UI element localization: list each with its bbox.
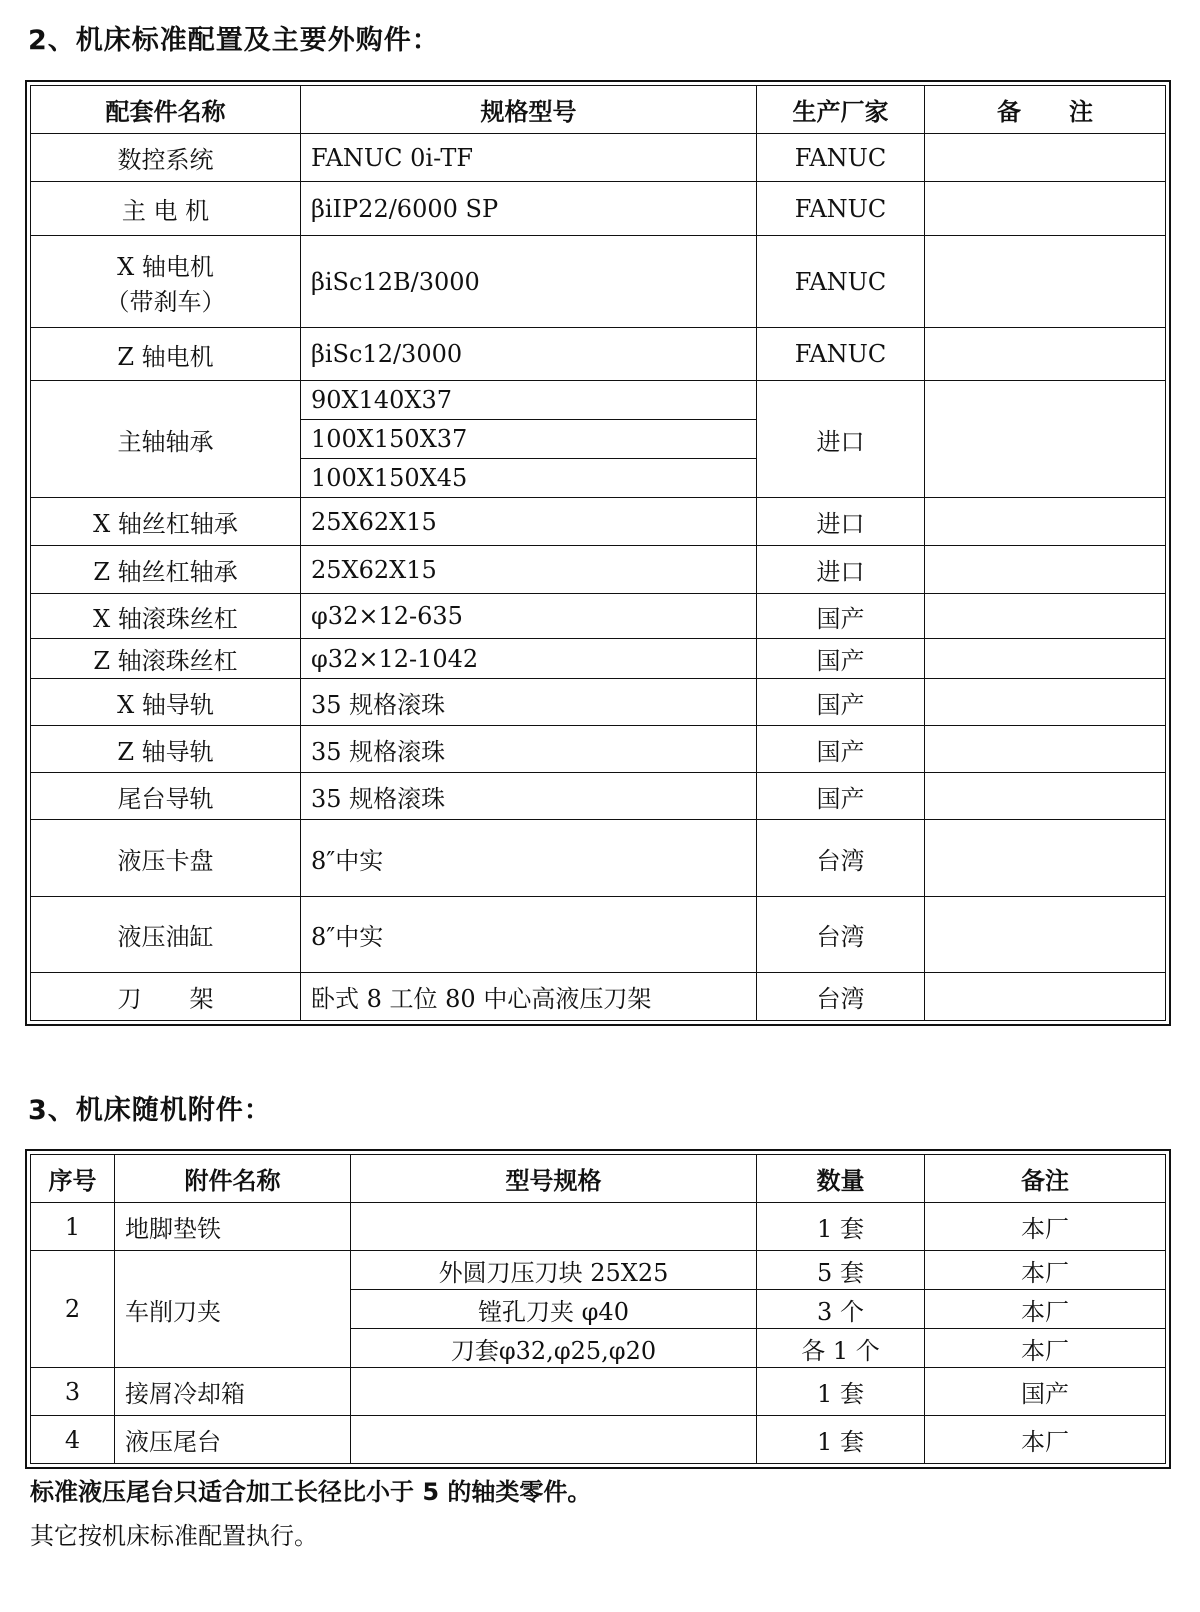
table-row xyxy=(31,897,1166,973)
part-name: Z 轴丝杠轴承 xyxy=(31,546,301,594)
part-remark xyxy=(925,182,1166,236)
part-remark xyxy=(925,381,1166,498)
accessory-remark: 本厂 xyxy=(925,1203,1166,1251)
part-remark xyxy=(925,546,1166,594)
header-accessory-name: 附件名称 xyxy=(115,1155,351,1203)
accessory-name: 液压尾台 xyxy=(115,1416,351,1464)
part-name-note: （带刹车） xyxy=(105,287,226,316)
header-remark: 备注 xyxy=(925,1155,1166,1203)
accessory-table-frame xyxy=(25,1149,1171,1469)
table-row xyxy=(31,1251,1166,1290)
standard-config-note: 其它按机床标准配置执行。 xyxy=(30,1522,318,1550)
part-name-cell xyxy=(31,236,301,328)
table-row xyxy=(31,1203,1166,1251)
config-table xyxy=(30,85,1166,1021)
table-row xyxy=(31,134,1166,182)
config-table-frame xyxy=(25,80,1171,1026)
accessory-remark: 本厂 xyxy=(925,1251,1166,1290)
part-remark xyxy=(925,328,1166,381)
part-name: X 轴导轨 xyxy=(31,679,301,726)
header-spec: 规格型号 xyxy=(301,86,757,134)
part-spec: 25X62X15 xyxy=(301,498,757,546)
part-name: 数控系统 xyxy=(31,134,301,182)
part-name: X 轴电机 xyxy=(117,252,214,281)
part-name: X 轴滚珠丝杠 xyxy=(31,594,301,639)
accessory-quantity: 3 个 xyxy=(757,1290,925,1329)
part-name: Z 轴电机 xyxy=(31,328,301,381)
table-row xyxy=(31,726,1166,773)
part-spec: 35 规格滚珠 xyxy=(301,773,757,820)
part-maker: 国产 xyxy=(757,594,925,639)
table-row xyxy=(31,1368,1166,1416)
accessory-spec: 镗孔刀夹 φ40 xyxy=(351,1290,757,1329)
part-remark xyxy=(925,726,1166,773)
tailstock-note: 标准液压尾台只适合加工长径比小于 5 的轴类零件。 xyxy=(30,1478,592,1506)
table-row xyxy=(31,1416,1166,1464)
part-spec: φ32×12-1042 xyxy=(301,639,757,679)
part-maker: 国产 xyxy=(757,726,925,773)
accessory-remark: 本厂 xyxy=(925,1290,1166,1329)
table-row xyxy=(31,594,1166,639)
section2-title: 2、机床标准配置及主要外购件： xyxy=(28,25,440,56)
table-row xyxy=(31,182,1166,236)
accessory-quantity: 1 套 xyxy=(757,1368,925,1416)
part-spec: 8″中实 xyxy=(301,897,757,973)
part-spec-list xyxy=(301,381,757,498)
accessory-quantity: 1 套 xyxy=(757,1203,925,1251)
part-maker: 台湾 xyxy=(757,820,925,897)
part-spec: 35 规格滚珠 xyxy=(301,679,757,726)
header-remark: 备 注 xyxy=(925,86,1166,134)
table-row xyxy=(31,639,1166,679)
part-spec: FANUC 0i-TF xyxy=(301,134,757,182)
part-remark xyxy=(925,773,1166,820)
part-name: 主轴轴承 xyxy=(31,381,301,498)
part-spec: βiSc12/3000 xyxy=(301,328,757,381)
part-name: 主 电 机 xyxy=(31,182,301,236)
table-row xyxy=(31,820,1166,897)
accessory-quantity: 5 套 xyxy=(757,1251,925,1290)
section3-title: 3、机床随机附件： xyxy=(28,1095,272,1126)
part-name: 液压油缸 xyxy=(31,897,301,973)
accessory-spec: 刀套φ32,φ25,φ20 xyxy=(351,1329,757,1368)
part-spec: 卧式 8 工位 80 中心高液压刀架 xyxy=(301,973,757,1021)
part-maker: 进口 xyxy=(757,381,925,498)
table-row xyxy=(31,773,1166,820)
accessory-remark: 本厂 xyxy=(925,1329,1166,1368)
header-model-spec: 型号规格 xyxy=(351,1155,757,1203)
accessory-quantity: 1 套 xyxy=(757,1416,925,1464)
part-name: X 轴丝杠轴承 xyxy=(31,498,301,546)
accessory-header-row xyxy=(31,1155,1166,1203)
accessory-name: 车削刀夹 xyxy=(115,1251,351,1368)
table-row xyxy=(31,381,1166,498)
accessory-table xyxy=(30,1154,1166,1464)
part-remark xyxy=(925,897,1166,973)
part-name: 刀 架 xyxy=(31,973,301,1021)
accessory-name: 地脚垫铁 xyxy=(115,1203,351,1251)
accessory-spec: 外圆刀压刀块 25X25 xyxy=(351,1251,757,1290)
part-maker: FANUC xyxy=(757,328,925,381)
accessory-spec xyxy=(351,1416,757,1464)
table-row xyxy=(31,236,1166,328)
part-spec: 90X140X37 xyxy=(301,381,756,420)
row-number: 1 xyxy=(31,1203,115,1251)
header-quantity: 数量 xyxy=(757,1155,925,1203)
accessory-remark: 国产 xyxy=(925,1368,1166,1416)
part-remark xyxy=(925,236,1166,328)
accessory-remark: 本厂 xyxy=(925,1416,1166,1464)
part-remark xyxy=(925,134,1166,182)
part-maker: FANUC xyxy=(757,182,925,236)
header-maker: 生产厂家 xyxy=(757,86,925,134)
accessory-quantity: 各 1 个 xyxy=(757,1329,925,1368)
part-maker: 国产 xyxy=(757,639,925,679)
part-name: 尾台导轨 xyxy=(31,773,301,820)
part-spec: φ32×12-635 xyxy=(301,594,757,639)
part-spec: βiIP22/6000 SP xyxy=(301,182,757,236)
part-maker: 国产 xyxy=(757,773,925,820)
table-row xyxy=(31,546,1166,594)
row-number: 3 xyxy=(31,1368,115,1416)
table-row xyxy=(31,328,1166,381)
part-spec: βiSc12B/3000 xyxy=(301,236,757,328)
part-remark xyxy=(925,639,1166,679)
part-spec: 100X150X37 xyxy=(301,420,756,459)
part-spec: 25X62X15 xyxy=(301,546,757,594)
accessory-name: 接屑冷却箱 xyxy=(115,1368,351,1416)
part-name: Z 轴导轨 xyxy=(31,726,301,773)
part-maker: 台湾 xyxy=(757,897,925,973)
accessory-spec xyxy=(351,1203,757,1251)
part-maker: 台湾 xyxy=(757,973,925,1021)
table-row xyxy=(31,973,1166,1021)
row-number: 2 xyxy=(31,1251,115,1368)
part-maker: FANUC xyxy=(757,236,925,328)
header-number: 序号 xyxy=(31,1155,115,1203)
part-remark xyxy=(925,679,1166,726)
part-spec: 8″中实 xyxy=(301,820,757,897)
row-number: 4 xyxy=(31,1416,115,1464)
part-remark xyxy=(925,498,1166,546)
part-name: 液压卡盘 xyxy=(31,820,301,897)
part-remark xyxy=(925,820,1166,897)
part-remark xyxy=(925,594,1166,639)
part-maker: 进口 xyxy=(757,546,925,594)
part-maker: FANUC xyxy=(757,134,925,182)
part-remark xyxy=(925,973,1166,1021)
table-row xyxy=(31,498,1166,546)
table-row xyxy=(31,679,1166,726)
part-maker: 进口 xyxy=(757,498,925,546)
part-spec: 35 规格滚珠 xyxy=(301,726,757,773)
accessory-spec xyxy=(351,1368,757,1416)
part-maker: 国产 xyxy=(757,679,925,726)
part-name: Z 轴滚珠丝杠 xyxy=(31,639,301,679)
config-header-row xyxy=(31,86,1166,134)
header-part-name: 配套件名称 xyxy=(31,86,301,134)
part-spec: 100X150X45 xyxy=(311,464,468,492)
